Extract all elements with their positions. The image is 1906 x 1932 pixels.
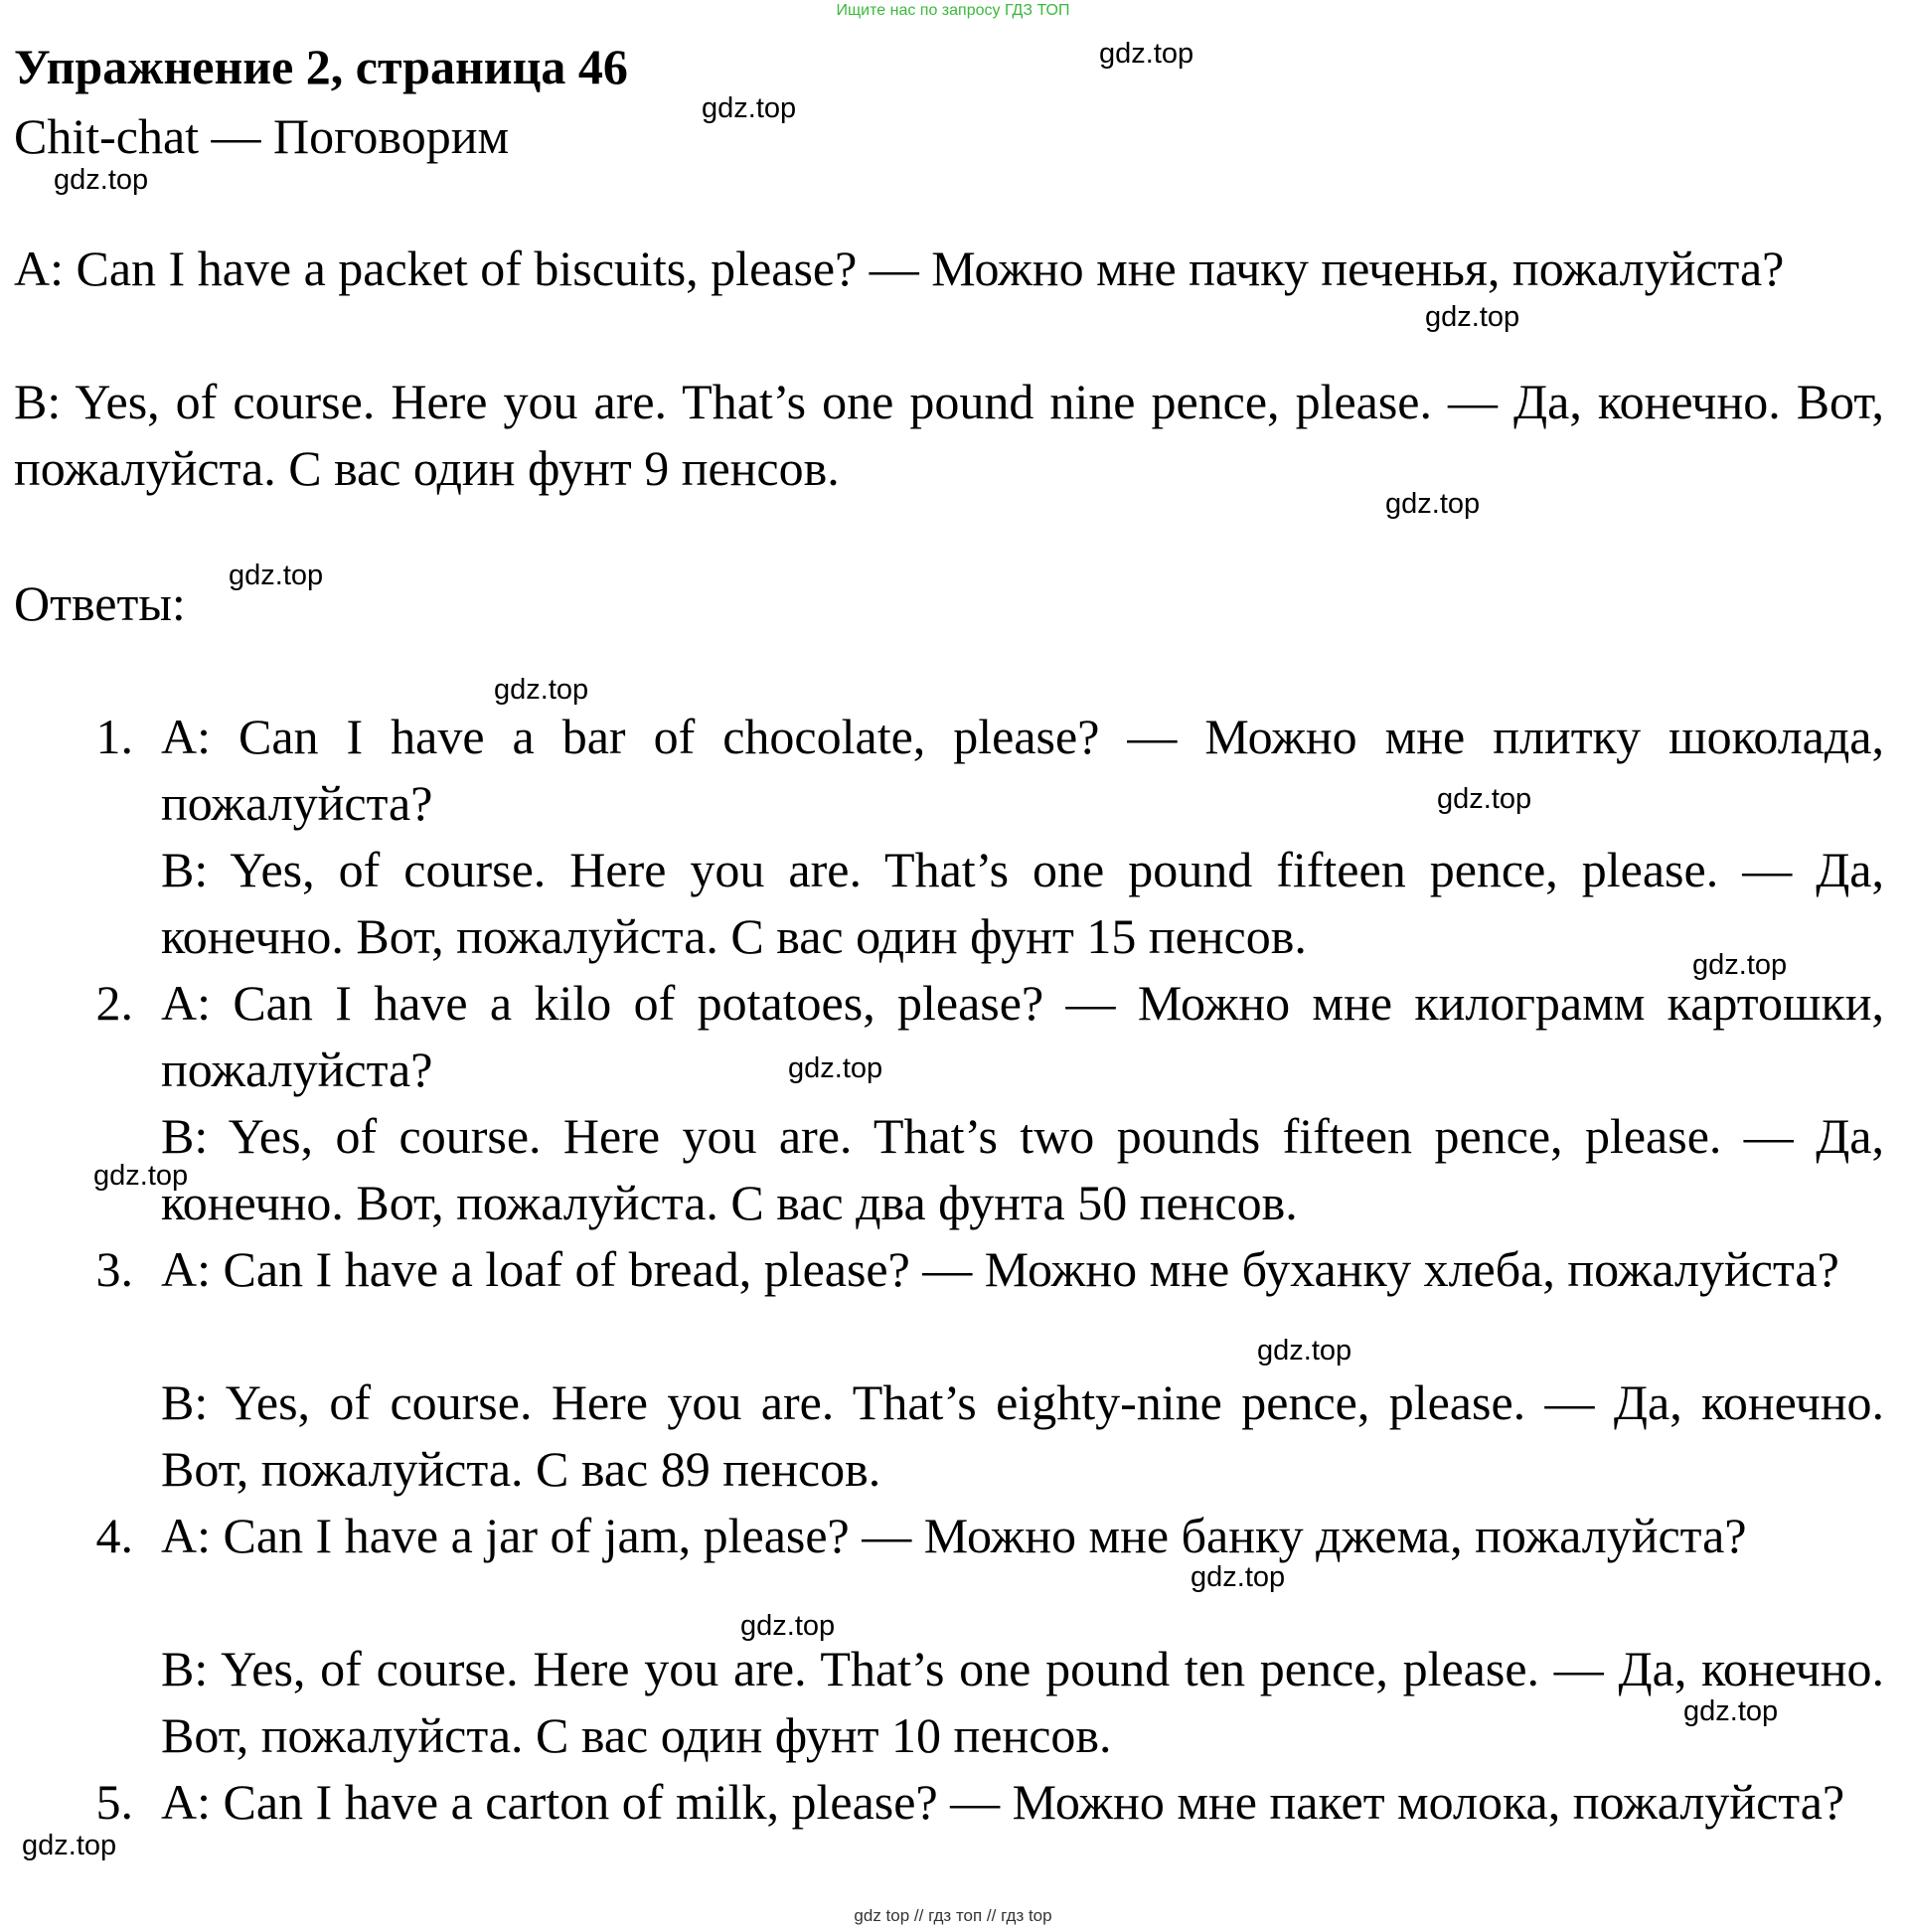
top-banner[interactable]: Ищите нас по запросу ГДЗ ТОП xyxy=(836,2,1070,19)
answer-number: 4. xyxy=(95,1508,133,1563)
watermark: gdz.top xyxy=(22,1830,117,1861)
example-line-b: B: Yes, of course. Here you are. That’s one pound nine pence, please. — Да, конечно. Вот, пожалуйста. С вас один фунт 9 пенсов. xyxy=(14,374,1884,496)
answer-line-b: B: Yes, of course. Here you are. That’s eighty-nine pence, please. — Да, конечно. Вот, пожалуйста. С вас 89 пенсов. xyxy=(161,1374,1884,1497)
answer-number: 5. xyxy=(95,1774,133,1830)
watermark: gdz.top xyxy=(229,560,324,591)
watermark: gdz.top xyxy=(1692,949,1788,981)
answer-line-a: A: Can I have a loaf of bread, please? — Можно мне буханку хлеба, пожалуйста? xyxy=(161,1241,1839,1297)
page-title: Упражнение 2, страница 46 xyxy=(14,39,628,94)
bottom-banner[interactable]: gdz top // гдз топ // гдз top xyxy=(854,1906,1052,1925)
answer-number: 2. xyxy=(95,975,133,1031)
example-line-a: A: Can I have a packet of biscuits, please? — Можно мне пачку печенья, пожалуйста? xyxy=(14,241,1785,296)
answer-line-b: B: Yes, of course. Here you are. That’s one pound ten pence, please. — Да, конечно. Вот, пожалуйста. С вас один фунт 10 пенсов. xyxy=(161,1641,1884,1763)
watermark: gdz.top xyxy=(702,92,797,124)
answer-number: 3. xyxy=(95,1241,133,1297)
watermark: gdz.top xyxy=(1425,301,1520,333)
watermark: gdz.top xyxy=(1683,1695,1779,1727)
answer-line-b: B: Yes, of course. Here you are. That’s one pound fifteen pence, please. — Да, конечно. Вот, пожалуйста. С вас один фунт 15 пенсов. xyxy=(161,842,1884,964)
watermark: gdz.top xyxy=(1385,488,1481,520)
answer-line-a: A: Can I have a carton of milk, please? — Можно мне пакет молока, пожалуйста? xyxy=(161,1774,1845,1830)
watermark: gdz.top xyxy=(1257,1335,1352,1367)
watermark: gdz.top xyxy=(1437,783,1532,815)
answer-line-a: A: Can I have a bar of chocolate, please? — Можно мне плитку шоколада, пожалуйста? xyxy=(161,709,1884,831)
page-subtitle: Chit-chat — Поговорим xyxy=(14,108,510,164)
answer-line-b: B: Yes, of course. Here you are. That’s two pounds fifteen pence, please. — Да, конечно. Вот, пожалуйста. С вас два фунта 50 пенсов. xyxy=(161,1108,1884,1230)
answer-line-a: A: Can I have a jar of jam, please? — Можно мне банку джема, пожалуйста? xyxy=(161,1508,1747,1563)
watermark: gdz.top xyxy=(740,1610,836,1642)
watermark: gdz.top xyxy=(1191,1561,1286,1593)
watermark: gdz.top xyxy=(788,1052,883,1084)
answer-number: 1. xyxy=(95,709,133,764)
watermark: gdz.top xyxy=(54,164,149,196)
answers-heading: Ответы: xyxy=(14,575,186,631)
watermark: gdz.top xyxy=(93,1160,189,1192)
watermark: gdz.top xyxy=(1099,38,1194,70)
watermark: gdz.top xyxy=(494,674,589,706)
answer-line-a: A: Can I have a kilo of potatoes, please? — Можно мне килограмм картошки, пожалуйста? xyxy=(161,975,1884,1097)
